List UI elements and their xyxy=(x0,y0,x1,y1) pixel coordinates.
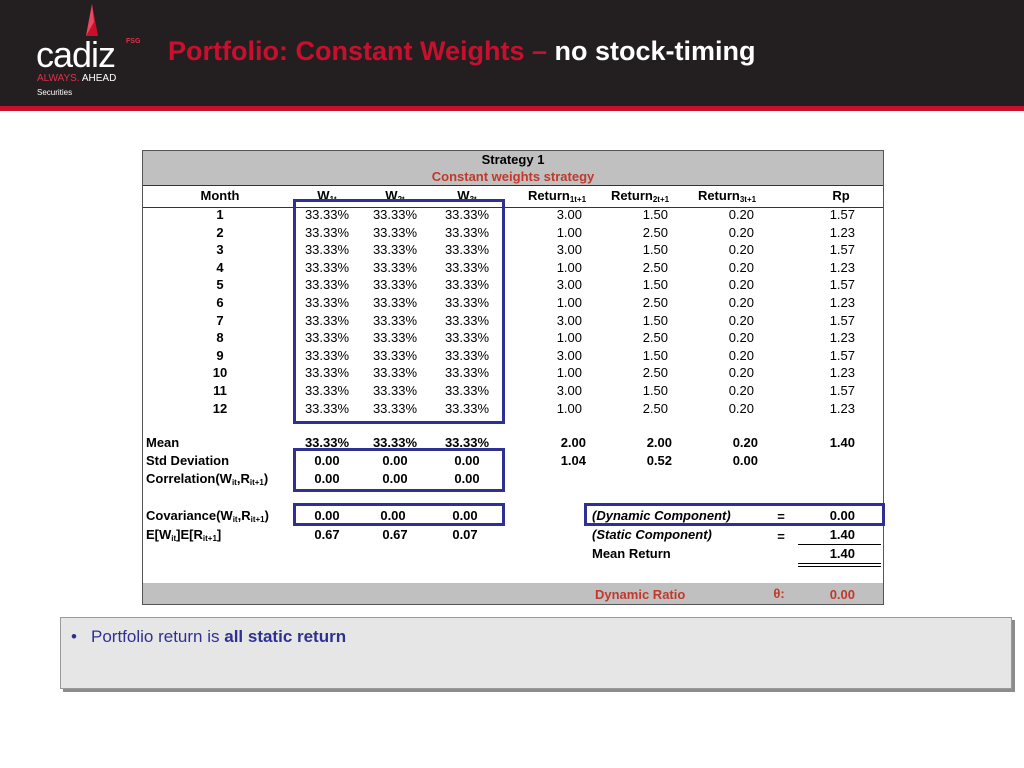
cell-rp: 1.57 xyxy=(829,242,855,258)
logo-tagline-rest: AHEAD xyxy=(79,73,117,84)
cell-return2: 1.50 xyxy=(642,277,668,293)
cell-return2: 1.50 xyxy=(642,383,668,398)
covariance-w3: 0.00 xyxy=(452,508,478,523)
logo-tagline xyxy=(37,73,116,84)
cell-return3: 0.20 xyxy=(728,277,754,293)
cell-w1: 33.33% xyxy=(304,277,350,293)
correlation-w3: 0.00 xyxy=(454,471,480,486)
cell-rp: 1.23 xyxy=(829,295,855,310)
slide-title-main: Portfolio: Constant Weights – xyxy=(168,36,555,66)
static-component-underline xyxy=(798,544,881,545)
mean-return3: 0.20 xyxy=(732,435,758,450)
expected-product-w2: 0.67 xyxy=(382,527,408,542)
cell-rp: 1.23 xyxy=(829,259,855,275)
logo-tagline-accent: ALWAYS. xyxy=(37,73,80,84)
cell-w2: 33.33% xyxy=(372,347,418,363)
cell-return2: 2.50 xyxy=(642,295,668,310)
cell-month: 9 xyxy=(216,347,224,363)
cell-w3: 33.33% xyxy=(444,207,490,222)
cell-w1: 33.33% xyxy=(304,242,350,258)
cell-month: 12 xyxy=(212,400,228,416)
cell-w2: 33.33% xyxy=(372,207,418,222)
mean-label: Mean xyxy=(146,435,180,450)
mean-w2: 33.33% xyxy=(372,435,418,450)
strategy-title: Strategy 1 xyxy=(481,152,545,167)
std-return3: 0.00 xyxy=(732,453,758,468)
cell-return2: 2.50 xyxy=(642,224,668,240)
covariance-w2: 0.00 xyxy=(380,508,406,523)
cell-month: 1 xyxy=(216,207,224,222)
std-w1: 0.00 xyxy=(314,453,340,468)
bullet-marker: • xyxy=(71,627,77,646)
cell-month: 3 xyxy=(216,242,224,258)
table-footer-band xyxy=(143,583,883,604)
cell-w2: 33.33% xyxy=(372,330,418,346)
cell-w2: 33.33% xyxy=(372,259,418,275)
cell-w1: 33.33% xyxy=(304,207,350,222)
cell-return2: 2.50 xyxy=(642,330,668,346)
cell-return1: 3.00 xyxy=(556,347,582,363)
mean-return-underline-1 xyxy=(798,563,881,564)
cell-return1: 1.00 xyxy=(556,365,582,381)
cell-w1: 33.33% xyxy=(304,224,350,240)
cell-return1: 3.00 xyxy=(556,312,582,328)
cell-w2: 33.33% xyxy=(372,224,418,240)
header-bar xyxy=(0,0,1024,106)
cell-w1: 33.33% xyxy=(304,330,350,346)
cell-return1: 3.00 xyxy=(556,277,582,293)
correlation-w2: 0.00 xyxy=(382,471,408,486)
dynamic-ratio-label: Dynamic Ratio xyxy=(595,587,686,602)
expected-product-label: $E[W_{it}]E[R_{it+1}]$ xyxy=(146,527,222,543)
mean-return1: 2.00 xyxy=(560,435,586,450)
dynamic-component-equals: = xyxy=(777,509,785,524)
cell-rp: 1.23 xyxy=(829,330,855,346)
col-header-return3: Return$_{3t+1}$ xyxy=(697,188,757,204)
summary-text xyxy=(91,627,346,647)
summary-text-plain: Portfolio return is xyxy=(91,627,225,646)
covariance-highlight-box xyxy=(293,503,505,526)
mean-return2: 2.00 xyxy=(646,435,672,450)
company-logo xyxy=(30,4,160,100)
header-accent-rule xyxy=(0,106,1024,111)
dynamic-component-box xyxy=(584,503,885,526)
col-header-w1: $W_{1t}$ xyxy=(317,188,337,204)
cell-month: 2 xyxy=(216,224,224,240)
cell-w2: 33.33% xyxy=(372,400,418,416)
std-w2: 0.00 xyxy=(382,453,408,468)
cell-rp: 1.57 xyxy=(829,347,855,363)
cell-w1: 33.33% xyxy=(304,365,350,381)
cell-w1: 33.33% xyxy=(304,383,350,398)
cell-w3: 33.33% xyxy=(444,400,490,416)
cell-return3: 0.20 xyxy=(728,312,754,328)
cell-w2: 33.33% xyxy=(372,295,418,310)
mean-w1: 33.33% xyxy=(304,435,350,450)
logo-fsg: FSG xyxy=(126,38,141,45)
cell-month: 10 xyxy=(212,365,228,381)
cell-w3: 33.33% xyxy=(444,277,490,293)
slide-title-emphasis: no stock-timing xyxy=(554,36,756,66)
cell-return3: 0.20 xyxy=(728,207,754,222)
cell-rp: 1.23 xyxy=(829,365,855,381)
cell-return3: 0.20 xyxy=(728,330,754,346)
std-corr-highlight-box xyxy=(293,448,505,492)
cell-w3: 33.33% xyxy=(444,295,490,310)
mean-rp: 1.40 xyxy=(829,435,855,450)
cell-w1: 33.33% xyxy=(304,347,350,363)
cell-return3: 0.20 xyxy=(728,365,754,381)
dynamic-component-label: (Dynamic Component) xyxy=(592,508,731,523)
cell-w2: 33.33% xyxy=(372,242,418,258)
strategy-subtitle: Constant weights strategy xyxy=(431,169,595,184)
cell-return3: 0.20 xyxy=(728,295,754,310)
dynamic-component-value: 0.00 xyxy=(829,508,855,523)
cell-return2: 1.50 xyxy=(642,347,668,363)
cell-rp: 1.57 xyxy=(829,312,855,328)
std-w3: 0.00 xyxy=(454,453,480,468)
cell-rp: 1.57 xyxy=(829,277,855,293)
mean-return-value: 1.40 xyxy=(829,546,855,561)
std-label: Std Deviation xyxy=(146,453,230,468)
header-divider xyxy=(143,207,883,208)
cell-rp: 1.23 xyxy=(829,400,855,416)
mean-return-underline-2 xyxy=(798,566,881,567)
std-return1: 1.04 xyxy=(560,453,586,468)
cell-w2: 33.33% xyxy=(372,365,418,381)
theta-symbol: θ: xyxy=(773,586,785,601)
cell-rp: 1.57 xyxy=(829,207,855,222)
cell-return3: 0.20 xyxy=(728,242,754,258)
static-component-equals: = xyxy=(777,529,785,544)
expected-product-w1: 0.67 xyxy=(314,527,340,542)
mean-return-label: Mean Return xyxy=(592,546,671,561)
correlation-w1: 0.00 xyxy=(314,471,340,486)
logo-subtitle: Securities xyxy=(37,88,73,97)
static-component-value: 1.40 xyxy=(829,527,855,542)
mean-w3: 33.33% xyxy=(444,435,490,450)
cell-return1: 1.00 xyxy=(556,400,582,416)
cell-w2: 33.33% xyxy=(372,277,418,293)
cell-rp: 1.57 xyxy=(829,383,855,398)
cell-w2: 33.33% xyxy=(372,312,418,328)
cell-return3: 0.20 xyxy=(728,259,754,275)
cell-return1: 1.00 xyxy=(556,259,582,275)
col-header-return2: Return$_{2t+1}$ xyxy=(610,188,670,204)
cell-w1: 33.33% xyxy=(304,259,350,275)
cell-return2: 1.50 xyxy=(642,207,668,222)
col-header-return1: Return$_{1t+1}$ xyxy=(527,188,587,204)
cell-rp: 1.23 xyxy=(829,224,855,240)
cell-w3: 33.33% xyxy=(444,259,490,275)
weights-highlight-box xyxy=(293,199,505,424)
cell-w1: 33.33% xyxy=(304,400,350,416)
cell-month: 5 xyxy=(216,277,224,293)
cell-w3: 33.33% xyxy=(444,330,490,346)
cell-month: 7 xyxy=(216,312,224,328)
col-header-rp: Rp xyxy=(832,188,850,203)
covariance-label: $Covariance(W_{it},R_{it+1})$ xyxy=(146,508,269,524)
col-header-w3: $W_{3t}$ xyxy=(457,188,477,204)
cell-return3: 0.20 xyxy=(728,383,754,398)
col-header-w2: $W_{2t}$ xyxy=(385,188,405,204)
summary-text-emphasis: all static return xyxy=(224,627,347,646)
cell-w3: 33.33% xyxy=(444,312,490,328)
cell-w3: 33.33% xyxy=(444,242,490,258)
cell-return1: 1.00 xyxy=(556,330,582,346)
cell-month: 4 xyxy=(216,259,224,275)
expected-product-w3: 0.07 xyxy=(452,527,478,542)
cell-w3: 33.33% xyxy=(444,224,490,240)
cell-return1: 1.00 xyxy=(556,295,582,310)
std-return2: 0.52 xyxy=(646,453,672,468)
cell-return1: 3.00 xyxy=(556,207,582,222)
logo-wordmark: cadiz xyxy=(36,34,116,75)
dynamic-ratio-value: 0.00 xyxy=(829,587,855,602)
logo-flag-icon xyxy=(82,4,100,36)
cell-w3: 33.33% xyxy=(444,347,490,363)
cell-w1: 33.33% xyxy=(304,295,350,310)
static-component-label: (Static Component) xyxy=(592,527,712,542)
cell-month: 6 xyxy=(216,295,224,310)
cell-return3: 0.20 xyxy=(728,400,754,416)
cell-return2: 1.50 xyxy=(642,312,668,328)
covariance-w1: 0.00 xyxy=(314,508,340,523)
cell-month: 8 xyxy=(216,330,224,346)
slide-title xyxy=(168,36,756,67)
cell-return2: 1.50 xyxy=(642,242,668,258)
cell-month: 11 xyxy=(213,383,227,398)
cell-w3: 33.33% xyxy=(444,383,490,398)
cell-return3: 0.20 xyxy=(728,347,754,363)
strategy-table xyxy=(142,150,884,605)
correlation-label: $Correlation(W_{it},R_{it+1})$ xyxy=(146,471,269,487)
cell-return2: 2.50 xyxy=(642,400,668,416)
summary-callout xyxy=(60,617,1012,689)
cell-return1: 3.00 xyxy=(556,383,582,398)
cell-return2: 2.50 xyxy=(642,365,668,381)
cell-w2: 33.33% xyxy=(372,383,418,398)
cell-return3: 0.20 xyxy=(728,224,754,240)
cell-w1: 33.33% xyxy=(304,312,350,328)
cell-return2: 2.50 xyxy=(642,259,668,275)
cell-return1: 3.00 xyxy=(556,242,582,258)
cell-w3: 33.33% xyxy=(444,365,490,381)
cell-return1: 1.00 xyxy=(556,224,582,240)
col-header-month: Month xyxy=(200,188,240,203)
